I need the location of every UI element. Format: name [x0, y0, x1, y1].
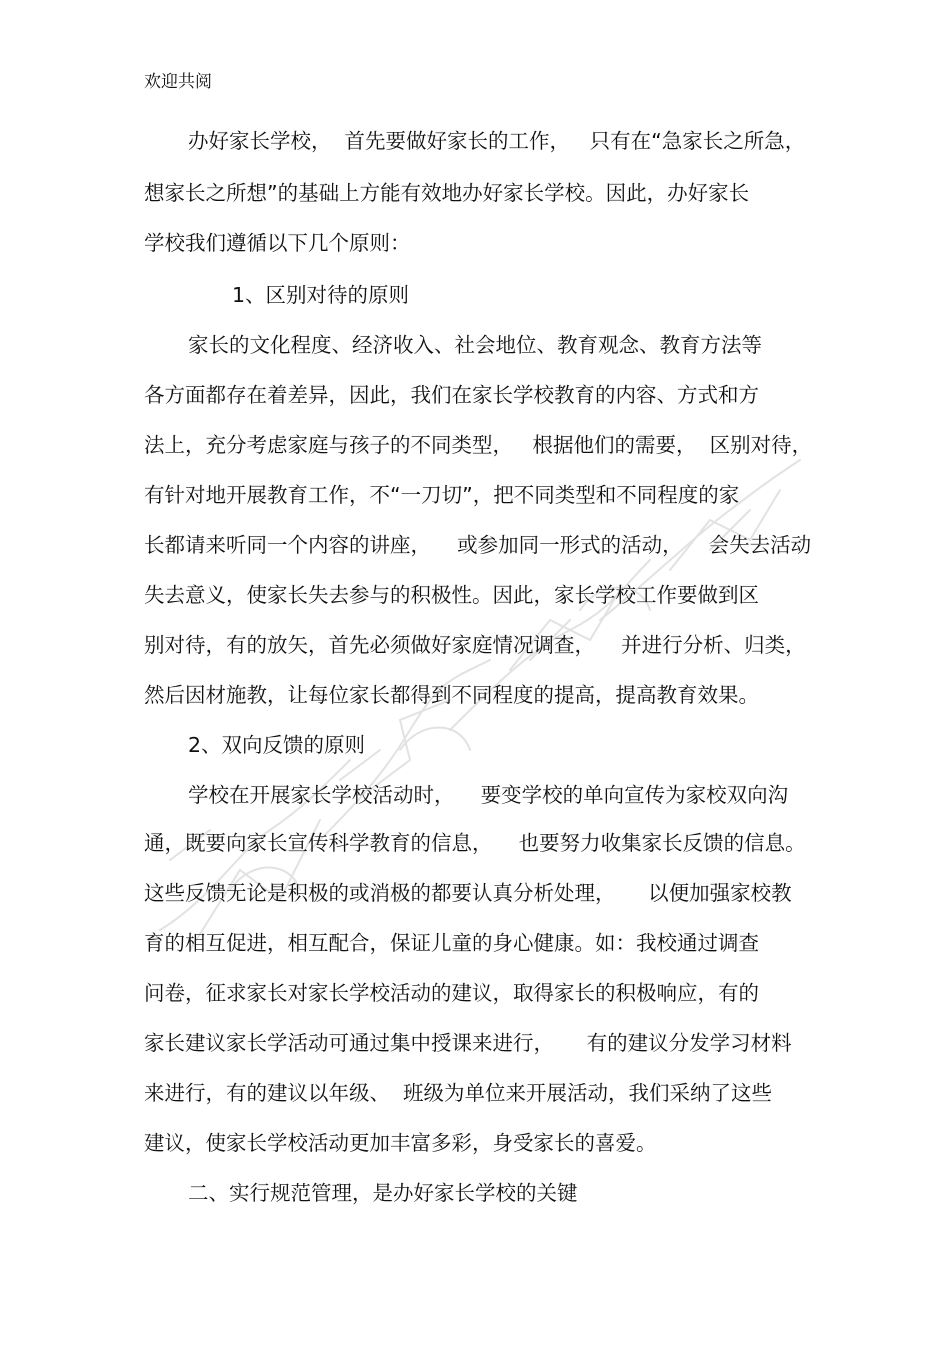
text-line: 失去意义，使家长失去参与的积极性。因此，家长学校工作要做到区 [144, 583, 759, 607]
text-line: 2、双向反馈的原则 [188, 733, 366, 757]
text-line: 各方面都存在着差异，因此，我们在家长学校教育的内容、方式和方 [144, 383, 759, 407]
text-line: 1、区别对待的原则 [232, 283, 410, 307]
text-line: 想家长之所想”的基础上方能有效地办好家长学校。因此，办好家长 [144, 181, 750, 205]
text-line: 问卷，征求家长对家长学校活动的建议，取得家长的积极响应，有的 [144, 981, 759, 1005]
text-line: 别对待，有的放矢，首先必须做好家庭情况调查， 并进行分析、归类， [144, 633, 806, 657]
text-line: 通，既要向家长宣传科学教育的信息， 也要努力收集家长反馈的信息。 [144, 831, 806, 855]
text-line: 建议，使家长学校活动更加丰富多彩，身受家长的喜爱。 [144, 1131, 657, 1155]
text-line: 这些反馈无论是积极的或消极的都要认真分析处理， 以便加强家校教 [144, 881, 792, 905]
text-line: 来进行，有的建议以年级、 班级为单位来开展活动，我们采纳了这些 [144, 1081, 773, 1105]
text-line: 家长的文化程度、经济收入、社会地位、教育观念、教育方法等 [188, 333, 762, 357]
text-line: 长都请来听同一个内容的讲座， 或参加同一形式的活动， 会失去活动 [144, 533, 812, 557]
text-line: 育的相互促进，相互配合，保证儿童的身心健康。如：我校通过调查 [144, 931, 759, 955]
text-line: 二、实行规范管理，是办好家长学校的关键 [188, 1181, 578, 1205]
text-line: 然后因材施教，让每位家长都得到不同程度的提高，提高教育效果。 [144, 683, 759, 707]
text-line: 法上，充分考虑家庭与孩子的不同类型， 根据他们的需要， 区别对待， [144, 433, 813, 457]
text-line: 学校在开展家长学校活动时， 要变学校的单向宣传为家校双向沟 [188, 783, 789, 807]
text-line: 学校我们遵循以下几个原则： [144, 231, 411, 255]
text-line: 有针对地开展教育工作，不“一刀切”，把不同类型和不同程度的家 [144, 483, 740, 507]
page-header: 欢迎共阅 [144, 72, 212, 92]
text-line: 办好家长学校， 首先要做好家长的工作， 只有在“急家长之所急， [188, 129, 806, 153]
text-line: 家长建议家长学活动可通过集中授课来进行， 有的建议分发学习材料 [144, 1031, 792, 1055]
